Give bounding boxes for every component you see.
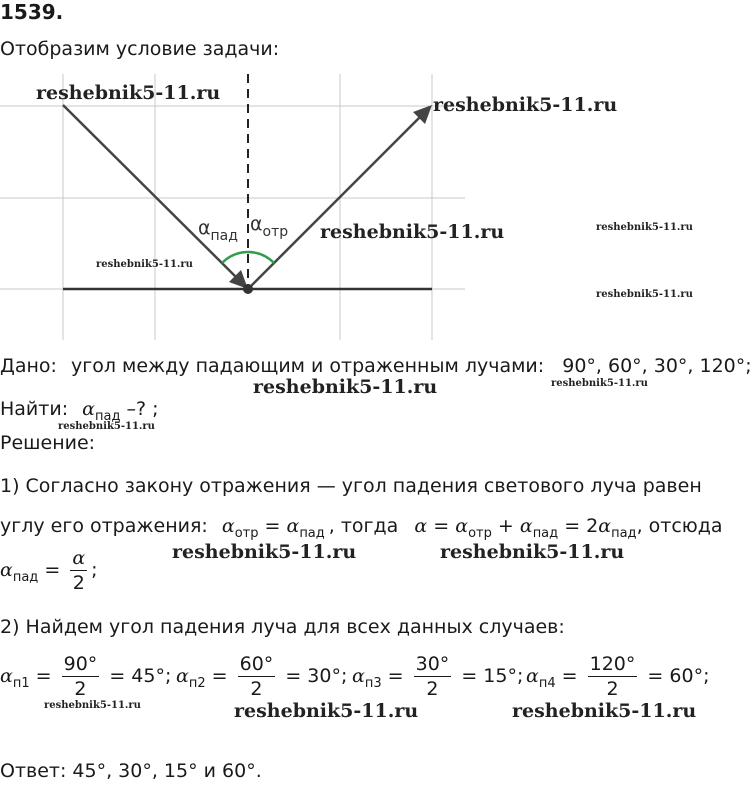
case-alpha: α (0, 665, 13, 687)
incidence-angle-arc (222, 252, 248, 263)
case-subscript: п3 (364, 676, 382, 691)
step1-line2 (0, 515, 723, 541)
problem-number: 1539. (0, 0, 64, 24)
case-3 (352, 652, 523, 701)
watermark: reshebnik5-11.ru (96, 259, 193, 270)
case-eq: = (205, 665, 234, 687)
given-values: 90°, 60°, 30°, 120°; (562, 355, 752, 377)
find-subscript: пад (95, 409, 121, 424)
find-tail: –? ; (120, 398, 159, 420)
formula-plus: + (491, 515, 520, 537)
case-numerator: 120° (589, 653, 636, 675)
case-subscript: п2 (188, 676, 206, 691)
fraction-numerator: α (72, 547, 86, 569)
case-numerator: 90° (63, 653, 98, 675)
watermark: reshebnik5-11.ru (253, 376, 438, 398)
case-subscript: п1 (12, 676, 30, 691)
formula-end: ; (91, 559, 98, 581)
watermark: reshebnik5-11.ru (596, 289, 693, 300)
watermark: reshebnik5-11.ru (512, 700, 697, 722)
case-denominator: 2 (606, 678, 619, 700)
solution-label: Решение: (0, 432, 96, 454)
formula-eq: = (427, 515, 456, 537)
case-eq: = (29, 665, 58, 687)
watermark: reshebnik5-11.ru (44, 700, 141, 711)
formula-alpha: α (598, 515, 612, 537)
answer-line: Ответ: 45°, 30°, 15° и 60°. (0, 760, 262, 782)
watermark: reshebnik5-11.ru (320, 221, 505, 243)
formula-sub: пад (12, 570, 39, 585)
case-fraction (414, 652, 452, 701)
watermark: reshebnik5-11.ru (234, 700, 419, 722)
formula-hence: , отсюда (636, 515, 723, 537)
formula-sub: пад (299, 526, 325, 541)
case-eq: = (555, 665, 584, 687)
alpha-half-fraction (70, 546, 87, 595)
formula-alpha: α (414, 515, 428, 537)
watermark: reshebnik5-11.ru (36, 82, 221, 104)
formula-eq: = (558, 515, 587, 537)
incidence-point (243, 284, 253, 294)
case-denominator: 2 (74, 678, 87, 700)
given-line (0, 355, 752, 377)
case-1 (0, 652, 171, 701)
given-text: угол между падающим и отраженным лучами: (70, 355, 545, 377)
formula-eq: = (38, 559, 67, 581)
case-4 (526, 652, 709, 701)
watermark: reshebnik5-11.ru (440, 541, 625, 563)
formula-alpha: α (286, 515, 300, 537)
case-alpha: α (352, 665, 365, 687)
given-label: Дано: (0, 355, 57, 377)
step1-prefix: углу его отражения: (0, 515, 208, 537)
case-fraction (62, 652, 100, 701)
case-result: = 15°; (455, 665, 524, 687)
case-result: = 45°; (103, 665, 172, 687)
case-denominator: 2 (250, 678, 263, 700)
formula-alpha: α (455, 515, 469, 537)
alpha-reflection-label: $\alpha_{отр}$ (250, 213, 289, 240)
formula-two: 2 (586, 515, 599, 537)
case-alpha: α (526, 665, 539, 687)
find-label: Найти: (0, 398, 69, 420)
case-alpha: α (176, 665, 189, 687)
case-2 (176, 652, 347, 701)
case-numerator: 60° (239, 653, 274, 675)
step2-heading: 2) Найдем угол падения луча для всех данных случаев: (0, 616, 565, 638)
formula-sub: отр (468, 526, 492, 541)
grid (0, 74, 465, 340)
formula-sub: пад (532, 526, 559, 541)
step1-line3 (0, 546, 98, 595)
reflection-angle-arc (248, 252, 274, 263)
intro-text: Отобразим условие задачи: (0, 38, 280, 60)
case-denominator: 2 (426, 678, 439, 700)
watermark: reshebnik5-11.ru (551, 378, 648, 389)
formula-alpha: α (221, 515, 235, 537)
formula-sub: отр (234, 526, 259, 541)
case-numerator: 30° (415, 653, 450, 675)
case-fraction (588, 652, 638, 701)
case-subscript: п4 (538, 676, 556, 691)
case-fraction (238, 652, 276, 701)
formula-eq: = (258, 515, 287, 537)
case-result: = 30°; (279, 665, 348, 687)
step1-line1: 1) Согласно закону отражения — угол падения светового луча равен (0, 475, 702, 497)
case-result: = 60°; (641, 665, 710, 687)
watermark: reshebnik5-11.ru (172, 541, 357, 563)
alpha-incidence-label: $\alpha_{пад}$ (198, 217, 238, 244)
watermark: reshebnik5-11.ru (58, 421, 155, 432)
formula-alpha: α (519, 515, 533, 537)
watermark: reshebnik5-11.ru (596, 222, 693, 233)
case-eq: = (381, 665, 410, 687)
watermark: reshebnik5-11.ru (433, 94, 618, 116)
find-variable: α (82, 398, 95, 420)
formula-alpha: α (0, 559, 13, 581)
formula-sub: пад (611, 526, 637, 541)
fraction-denominator: 2 (72, 572, 85, 594)
formula-then: , тогда (328, 515, 399, 537)
reflection-diagram (0, 72, 500, 344)
